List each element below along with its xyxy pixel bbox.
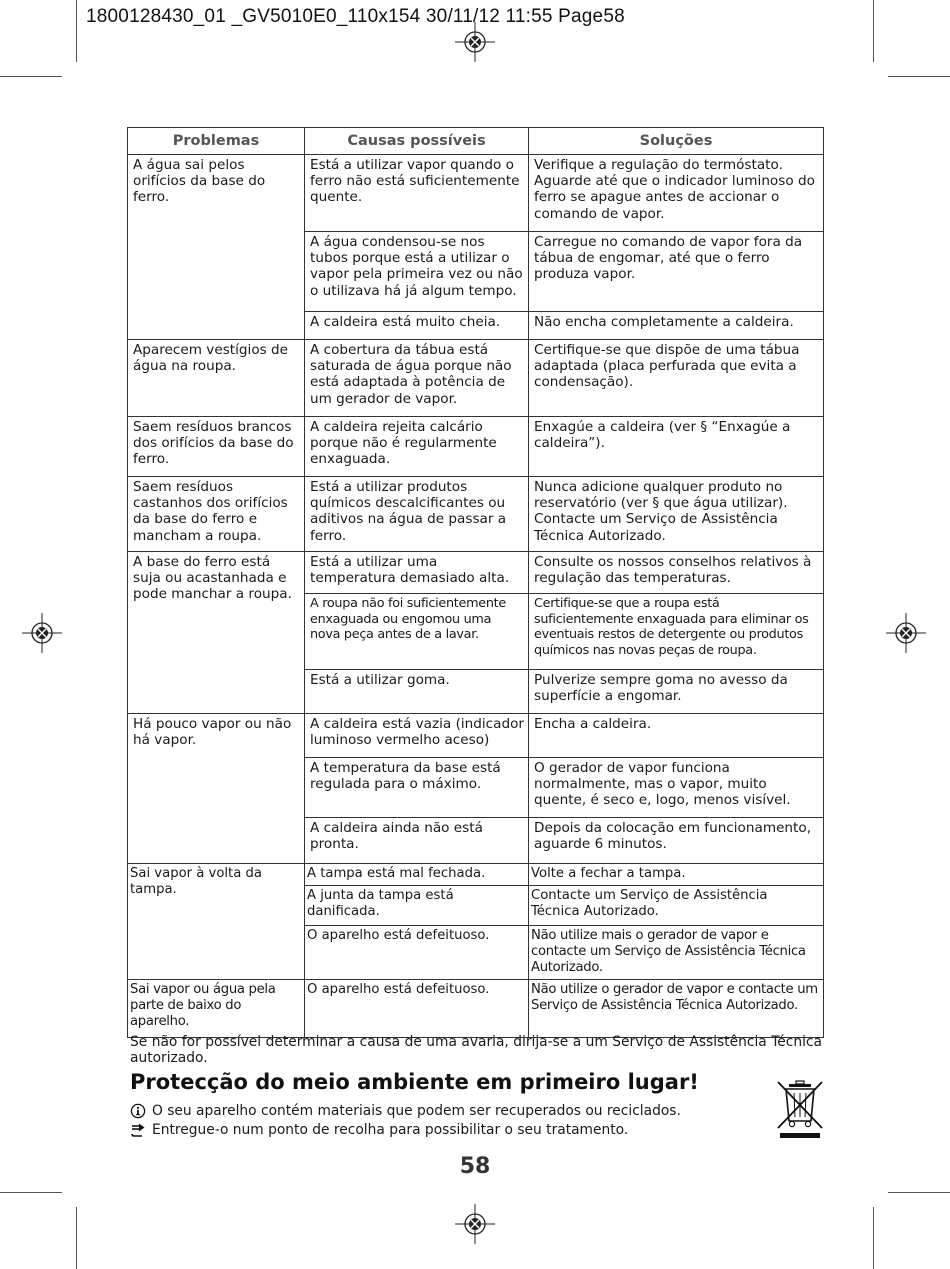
crop-mark: [873, 1207, 874, 1269]
cause-cell: A roupa não foi suficientemente enxaguada ou engomou uma nova peça antes de a lavar.: [305, 594, 529, 670]
crop-mark: [0, 1192, 62, 1193]
table-row: [128, 980, 824, 1038]
solution-cell: Carregue no comando de vapor fora da tábua de engomar, até que o ferro produza vapor.: [529, 232, 824, 312]
arrow-icon: [130, 1122, 146, 1138]
troubleshooting-table: [127, 127, 824, 1038]
environment-arrow-text: Entregue-o num ponto de recolha para possibilitar o seu tratamento.: [152, 1122, 629, 1138]
cause-cell: O aparelho está defeituoso.: [305, 926, 529, 980]
print-slug: 1800128430_01 _GV5010E0_110x154 30/11/12 11:55 Page58: [86, 6, 625, 27]
problem-cell: A base do ferro está suja ou acastanhada e pode manchar a roupa.: [128, 552, 305, 714]
environment-heading: Protecção do meio ambiente em primeiro lugar!: [130, 1070, 699, 1094]
registration-mark-icon: [886, 613, 926, 653]
solution-cell: Não utilize mais o gerador de vapor e contacte um Serviço de Assistência Técnica Autorizado.: [529, 926, 824, 980]
cause-cell: Está a utilizar uma temperatura demasiado alta.: [305, 552, 529, 594]
solution-cell: Enxagúe a caldeira (ver § “Enxagúe a caldeira”).: [529, 417, 824, 477]
problem-cell: Saem resíduos brancos dos orifícios da base do ferro.: [128, 417, 305, 477]
footer-note: Se não for possível determinar a causa de uma avaria, dirija-se a um Serviço de Assistência Técnica autorizado.: [130, 1034, 822, 1066]
solution-cell: Não utilize o gerador de vapor e contacte um Serviço de Assistência Técnica Autorizado.: [529, 980, 824, 1038]
table-row: [128, 552, 824, 594]
table-row: [128, 864, 824, 886]
table-row: [128, 714, 824, 758]
crop-mark: [76, 0, 77, 62]
column-header-causes: Causas possíveis: [305, 128, 529, 155]
crop-mark: [76, 1207, 77, 1269]
solution-cell: Não encha completamente a caldeira.: [529, 312, 824, 340]
problem-cell: Saem resíduos castanhos dos orifícios da base do ferro e mancham a roupa.: [128, 477, 305, 552]
table-row: [128, 340, 824, 417]
cause-cell: A água condensou-se nos tubos porque está a utilizar o vapor pela primeira vez ou não o utilizava há já algum tempo.: [305, 232, 529, 312]
solution-cell: O gerador de vapor funciona normalmente, mas o vapor, muito quente, é seco e, logo, menos visível.: [529, 758, 824, 818]
solution-cell: Verifique a regulação do termóstato. Aguarde até que o indicador luminoso do ferro se apague antes de accionar o comando de vapor.: [529, 155, 824, 232]
column-header-problems: Problemas: [128, 128, 305, 155]
environment-info-text: O seu aparelho contém materiais que podem ser recuperados ou reciclados.: [152, 1103, 681, 1119]
crop-mark: [0, 76, 62, 77]
registration-mark-icon: [22, 613, 62, 653]
table-row: [128, 417, 824, 477]
solution-cell: Certifique-se que dispõe de uma tábua adaptada (placa perfurada que evita a condensação).: [529, 340, 824, 417]
crop-mark: [888, 76, 950, 77]
solution-cell: Certifique-se que a roupa está suficientemente enxaguada para eliminar os eventuais restos de detergente ou produtos químicos nas novas peças de roupa.: [529, 594, 824, 670]
crop-mark: [888, 1192, 950, 1193]
solution-cell: Nunca adicione qualquer produto no reservatório (ver § que água utilizar). Contacte um Serviço de Assistência Técnica Autorizado.: [529, 477, 824, 552]
cause-cell: A junta da tampa está danificada.: [305, 886, 529, 926]
page-number: 58: [459, 1154, 491, 1179]
column-header-solutions: Soluções: [529, 128, 824, 155]
solution-cell: Encha a caldeira.: [529, 714, 824, 758]
solution-cell: Depois da colocação em funcionamento, aguarde 6 minutos.: [529, 818, 824, 864]
solution-cell: Volte a fechar a tampa.: [529, 864, 824, 886]
info-icon: [130, 1103, 146, 1119]
solution-cell: Pulverize sempre goma no avesso da superfície a engomar.: [529, 670, 824, 714]
crop-mark: [873, 0, 874, 62]
cause-cell: A caldeira está muito cheia.: [305, 312, 529, 340]
cause-cell: A caldeira está vazia (indicador luminoso vermelho aceso): [305, 714, 529, 758]
cause-cell: Está a utilizar vapor quando o ferro não está suficientemente quente.: [305, 155, 529, 232]
table-header-row: [128, 128, 824, 155]
cause-cell: A cobertura da tábua está saturada de água porque não está adaptada à potência de um gerador de vapor.: [305, 340, 529, 417]
problem-cell: Aparecem vestígios de água na roupa.: [128, 340, 305, 417]
solution-cell: Consulte os nossos conselhos relativos à regulação das temperaturas.: [529, 552, 824, 594]
environment-arrow-line: [130, 1122, 628, 1138]
problem-cell: Sai vapor ou água pela parte de baixo do aparelho.: [128, 980, 305, 1038]
cause-cell: A caldeira ainda não está pronta.: [305, 818, 529, 864]
problem-cell: Há pouco vapor ou não há vapor.: [128, 714, 305, 864]
registration-mark-icon: [455, 22, 495, 62]
crossed-out-bin-icon: [774, 1080, 826, 1140]
problem-cell: A água sai pelos orifícios da base do ferro.: [128, 155, 305, 340]
cause-cell: A temperatura da base está regulada para o máximo.: [305, 758, 529, 818]
table-row: [128, 477, 824, 552]
table-row: [128, 155, 824, 232]
problem-cell: Sai vapor à volta da tampa.: [128, 864, 305, 980]
cause-cell: A caldeira rejeita calcário porque não é regularmente enxaguada.: [305, 417, 529, 477]
cause-cell: A tampa está mal fechada.: [305, 864, 529, 886]
solution-cell: Contacte um Serviço de Assistência Técnica Autorizado.: [529, 886, 824, 926]
cause-cell: Está a utilizar goma.: [305, 670, 529, 714]
registration-mark-icon: [455, 1204, 495, 1244]
environment-info-line: [130, 1103, 681, 1119]
cause-cell: O aparelho está defeituoso.: [305, 980, 529, 1038]
cause-cell: Está a utilizar produtos químicos descalcificantes ou aditivos na água de passar a ferro.: [305, 477, 529, 552]
